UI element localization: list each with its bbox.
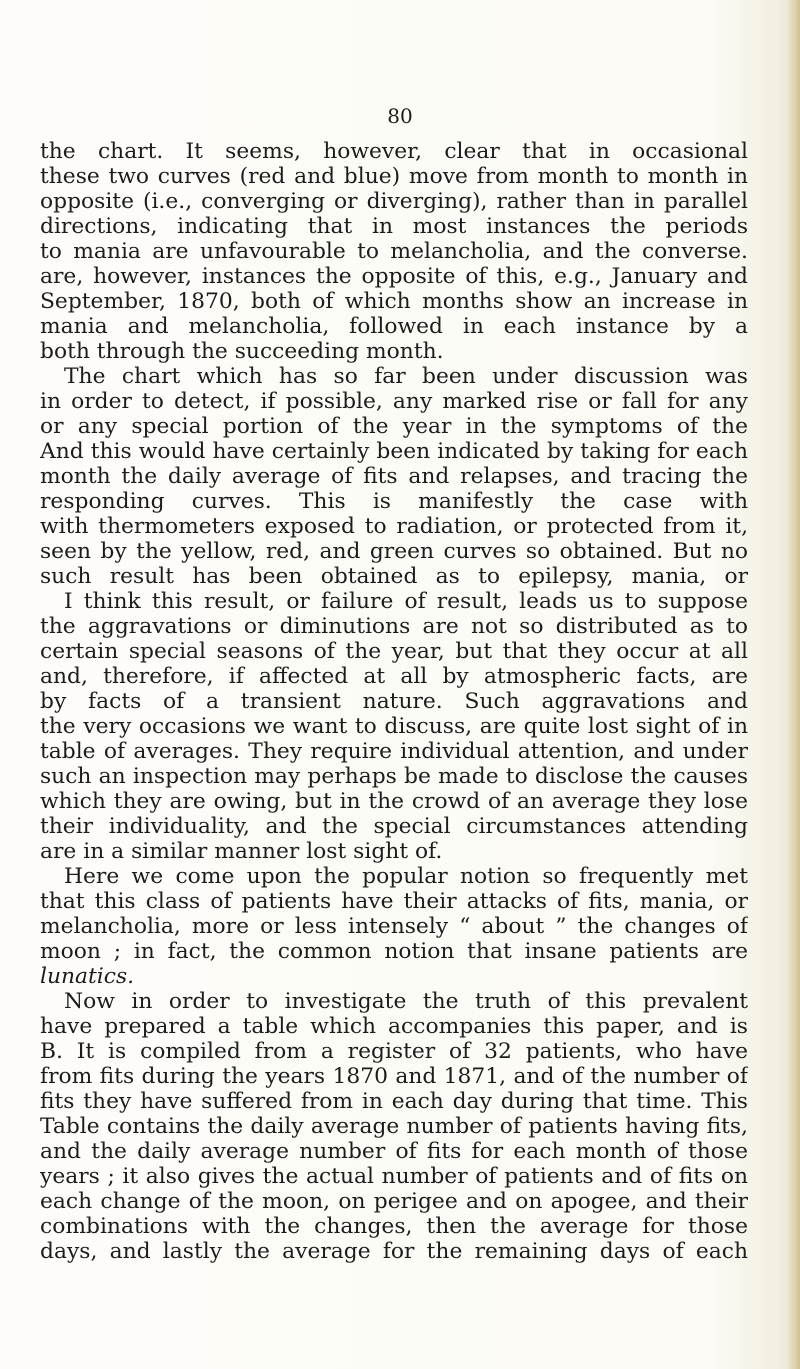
text-line: their individuality, and the special circumstances attending (40, 814, 748, 839)
text-line: both through the succeeding month. (40, 339, 444, 364)
text-line: And this would have certainly been indicated by taking for each (40, 439, 748, 464)
text-line: with thermometers exposed to radiation, or protected from it, (40, 514, 748, 539)
text-line: Now in order to investigate the truth of this prevalent (64, 989, 748, 1014)
text-line: and the daily average number of fits for each month of those (40, 1139, 748, 1164)
text-line: and, therefore, if affected at all by atmospheric facts, are (40, 664, 748, 689)
text-line: from fits during the years 1870 and 1871, and of the number of (40, 1064, 748, 1089)
text-line: seen by the yellow, red, and green curves so obtained. But no (40, 539, 748, 564)
text-line: B. It is compiled from a register of 32 patients, who have (40, 1039, 748, 1064)
text-line: the aggravations or diminutions are not so distributed as to (40, 614, 748, 639)
text-line: each change of the moon, on perigee and on apogee, and their (40, 1189, 748, 1214)
text-line: melancholia, more or less intensely “ about ” the changes of (40, 914, 748, 939)
text-line: opposite (i.e., converging or diverging), rather than in parallel (40, 189, 748, 214)
text-line: these two curves (red and blue) move from month to month in (40, 164, 748, 189)
text-line: the very occasions we want to discuss, are quite lost sight of in (40, 714, 748, 739)
text-line: responding curves. This is manifestly the case with (40, 489, 748, 514)
text-line: Table contains the daily average number of patients having fits, (40, 1114, 748, 1139)
text-line: or any special portion of the year in the symptoms of the (40, 414, 748, 439)
text-line: September, 1870, both of which months show an increase in (40, 289, 748, 314)
text-line: such result has been obtained as to epilepsy, mania, or (40, 564, 748, 589)
text-line: are, however, instances the opposite of this, e.g., January and (40, 264, 748, 289)
text-line: moon ; in fact, the common notion that insane patients are (40, 939, 748, 964)
text-line: days, and lastly the average for the remaining days of each (40, 1239, 748, 1264)
text-line: directions, indicating that in most instances the periods (40, 214, 748, 239)
text-line: in order to detect, if possible, any marked rise or fall for any (40, 389, 748, 414)
text-line: table of averages. They require individual attention, and under (40, 739, 748, 764)
text-line: the chart. It seems, however, clear that in occasional (40, 139, 748, 164)
text-line: such an inspection may perhaps be made to disclose the causes (40, 764, 748, 789)
text-line: The chart which has so far been under discussion was (64, 364, 748, 389)
body-text (40, 139, 748, 1264)
text-line: are in a similar manner lost sight of. (40, 839, 443, 864)
text-line: by facts of a transient nature. Such aggravations and (40, 689, 748, 714)
text-line: to mania are unfavourable to melancholia, and the converse. (40, 239, 748, 264)
text-line: month the daily average of fits and relapses, and tracing the (40, 464, 748, 489)
text-line: lunatics. (40, 964, 135, 989)
text-line: which they are owing, but in the crowd of an average they lose (40, 789, 748, 814)
text-line: fits they have suffered from in each day during that time. This (40, 1089, 748, 1114)
page-edge-shadow (786, 0, 800, 1369)
text-line: that this class of patients have their attacks of fits, mania, or (40, 889, 748, 914)
text-line: have prepared a table which accompanies this paper, and is (40, 1014, 748, 1039)
page-number: 80 (387, 104, 413, 128)
text-line: years ; it also gives the actual number of patients and of fits on (40, 1164, 748, 1189)
text-line: certain special seasons of the year, but that they occur at all (40, 639, 748, 664)
text-line: mania and melancholia, followed in each instance by a (40, 314, 748, 339)
text-line: I think this result, or failure of result, leads us to suppose (64, 589, 748, 614)
text-line: combinations with the changes, then the average for those (40, 1214, 748, 1239)
text-line: Here we come upon the popular notion so frequently met (64, 864, 748, 889)
